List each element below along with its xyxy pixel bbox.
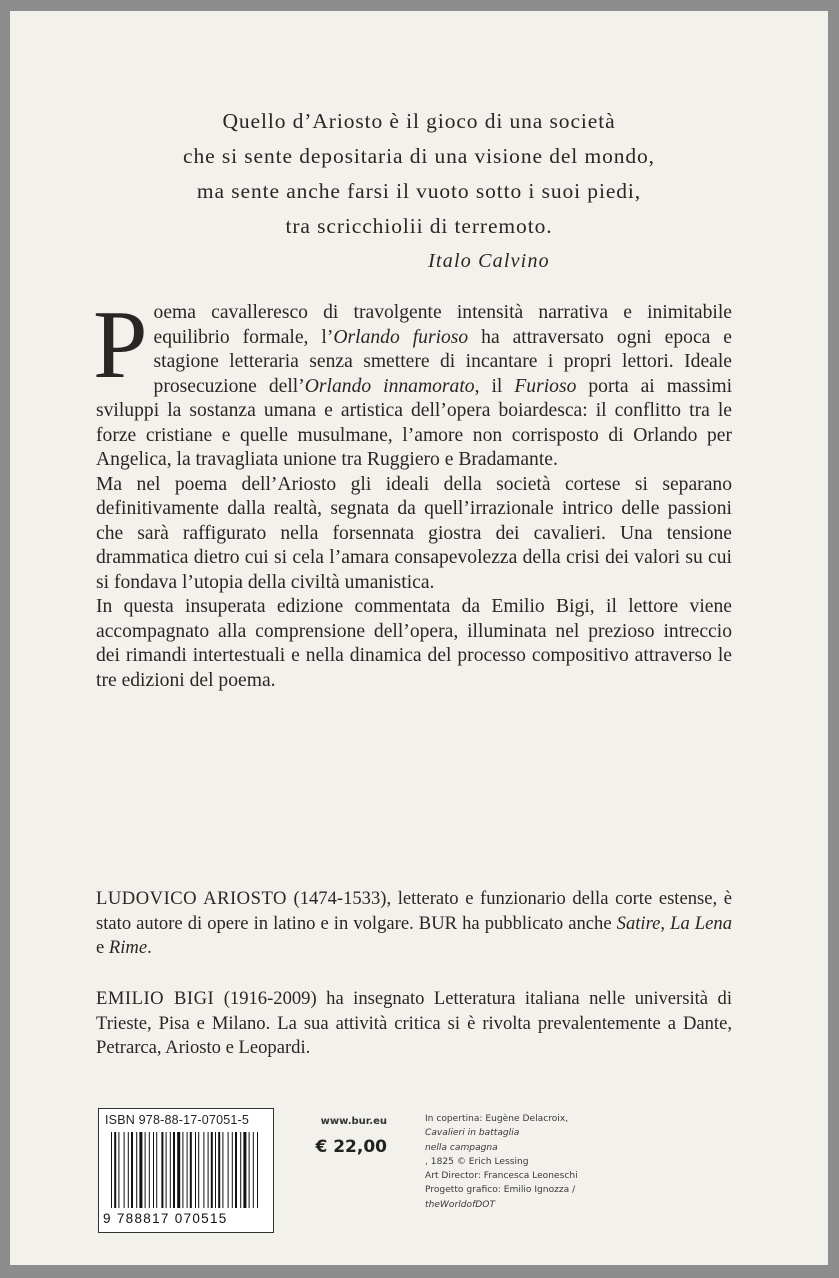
barcode-bar <box>198 1132 199 1208</box>
text-run: ha attraversato ogni epoca e stagione letteraria senza smettere di incantare i propri lettori. Ideale prosecuzione dell’ <box>153 326 732 397</box>
barcode-bar <box>187 1132 188 1208</box>
text-run: . <box>147 937 152 958</box>
cover-credit-line <box>425 1112 745 1141</box>
text-run: , il <box>474 375 515 397</box>
design-credit <box>425 1183 745 1212</box>
text-run: Progetto grafico: Emilio Ignozza / <box>425 1185 576 1196</box>
barcode-bar <box>139 1132 142 1208</box>
barcode-bar <box>249 1132 250 1208</box>
artwork-title: nella campagna <box>425 1142 498 1153</box>
quote-author: Italo Calvino <box>428 250 550 272</box>
barcode-bars <box>111 1132 261 1210</box>
barcode-bar <box>156 1132 157 1208</box>
barcode-bar <box>131 1132 133 1208</box>
text-run: (1474-1533), letterato e funzionario della corte estense, è stato autore di opere in latino e in volgare. BUR ha pubblicato anche <box>96 888 733 934</box>
quote-line: ma sente anche farsi il vuoto sotto i suoi piedi, <box>196 179 642 203</box>
barcode-bar <box>208 1132 209 1208</box>
barcode-bar <box>232 1132 233 1208</box>
text-run: , <box>660 912 671 934</box>
book-title: Orlando furioso <box>333 326 469 348</box>
work-title: Satire <box>616 912 661 934</box>
isbn-label: ISBN 978-88-17-07051-5 <box>105 1113 250 1127</box>
barcode-bar <box>114 1132 116 1208</box>
cover-credit-line <box>425 1141 745 1170</box>
editor-name: EMILIO BIGI <box>96 988 215 1009</box>
barcode-bar <box>166 1132 167 1208</box>
art-director-credit: Art Director: Francesca Leoneschi <box>425 1171 578 1182</box>
price-block <box>315 1116 387 1157</box>
book-title: Orlando innamorato <box>304 375 475 397</box>
text-run: oema cavalleresco di travolgente intensità narrativa e inimitabile equilibrio formale, l’ <box>153 302 732 348</box>
text-run: porta ai massimi sviluppi la sostanza umana e artistica dell’opera boiardesca: il conflitto tra le forze cristiane e quelle musulmane, l’amore non corrisposto di Orlando per Angelica, la travagliata unione tra Ruggiero e Bradamante. <box>96 375 733 470</box>
artwork-title: Cavalieri in battaglia <box>425 1128 520 1139</box>
barcode-bar <box>228 1132 229 1208</box>
barcode-bar <box>149 1132 150 1208</box>
barcode-bar <box>253 1132 254 1208</box>
barcode-number: 9 788817 070515 <box>103 1211 228 1226</box>
barcode-bar <box>136 1132 137 1208</box>
author-name: LUDOVICO ARIOSTO <box>96 888 287 909</box>
book-back-cover <box>10 11 828 1265</box>
blurb-paragraph-2: Ma nel poema dell’Ariosto gli ideali della società cortese si separano definitivamente dalla realtà, segnata da quell’irrazionale intrico delle passioni che sarà raffigurato nella forsennata giostra dei cavalieri. Una tensione drammatica dietro cui si cela l’amara consapevolezza della crisi dei valori su cui si fondava l’utopia della civiltà umanistica. <box>96 473 732 593</box>
quote-line: Quello d’Ariosto è il gioco di una società <box>222 109 616 133</box>
editor-bio <box>96 987 732 1061</box>
publisher-url: www.bur.eu <box>320 1116 387 1127</box>
barcode-bar <box>161 1132 163 1208</box>
quote-line: tra scricchiolii di terremoto. <box>285 214 553 238</box>
text-run: , 1825 © Erich Lessing <box>425 1156 529 1167</box>
price: € 22,00 <box>315 1137 387 1157</box>
blurb-paragraph-3: In questa insuperata edizione commentata da Emilio Bigi, il lettore viene accompagnato alla comprensione dell’opera, illuminata nel prezioso intreccio dei rimandi intertestuali e nella dinamica del processo compositivo attraverso le tre edizioni del poema. <box>96 596 732 691</box>
barcode-bar <box>203 1132 204 1208</box>
blurb-paragraph-1 <box>93 291 733 473</box>
barcode-bar <box>111 1132 112 1208</box>
barcode-bar <box>177 1132 180 1208</box>
blurb-text <box>93 291 733 693</box>
isbn-barcode <box>98 1108 274 1233</box>
text-run: e <box>96 937 109 958</box>
barcode-bar <box>211 1132 213 1208</box>
work-title: Rime <box>108 937 148 958</box>
barcode-bar <box>145 1132 146 1208</box>
book-title: Furioso <box>514 375 577 397</box>
epigraph-quote <box>10 104 828 278</box>
barcode-bar <box>173 1132 175 1208</box>
barcode-bar <box>128 1132 129 1208</box>
barcode-bar <box>240 1132 241 1208</box>
barcode-bar <box>215 1132 216 1208</box>
text-run: In copertina: Eugène Delacroix, <box>425 1114 569 1124</box>
barcode-bar <box>124 1132 125 1208</box>
drop-cap: P <box>93 291 148 399</box>
work-title: La Lena <box>670 912 732 934</box>
quote-line: che si sente depositaria di una visione del mondo, <box>183 144 655 168</box>
barcode-bar <box>257 1132 258 1208</box>
barcode-bar <box>170 1132 171 1208</box>
author-bio <box>96 887 732 961</box>
barcode-bar <box>195 1132 196 1208</box>
barcode-bar <box>243 1132 246 1208</box>
barcode-bar <box>118 1132 119 1208</box>
barcode-bar <box>153 1132 154 1208</box>
design-studio: theWorldofDOT <box>425 1199 495 1210</box>
credits <box>425 1112 745 1212</box>
barcode-bar <box>182 1132 183 1208</box>
barcode-bar <box>190 1132 192 1208</box>
text-run: (1916-2009) ha insegnato Letteratura italiana nelle università di Trieste, Pisa e Milano. La sua attività critica si è rivolta prevalentemente a Dante, Petrarca, Ariosto e Leopardi. <box>96 988 732 1058</box>
barcode-bar <box>235 1132 237 1208</box>
barcode-bar <box>222 1132 223 1208</box>
barcode-bar <box>218 1132 220 1208</box>
